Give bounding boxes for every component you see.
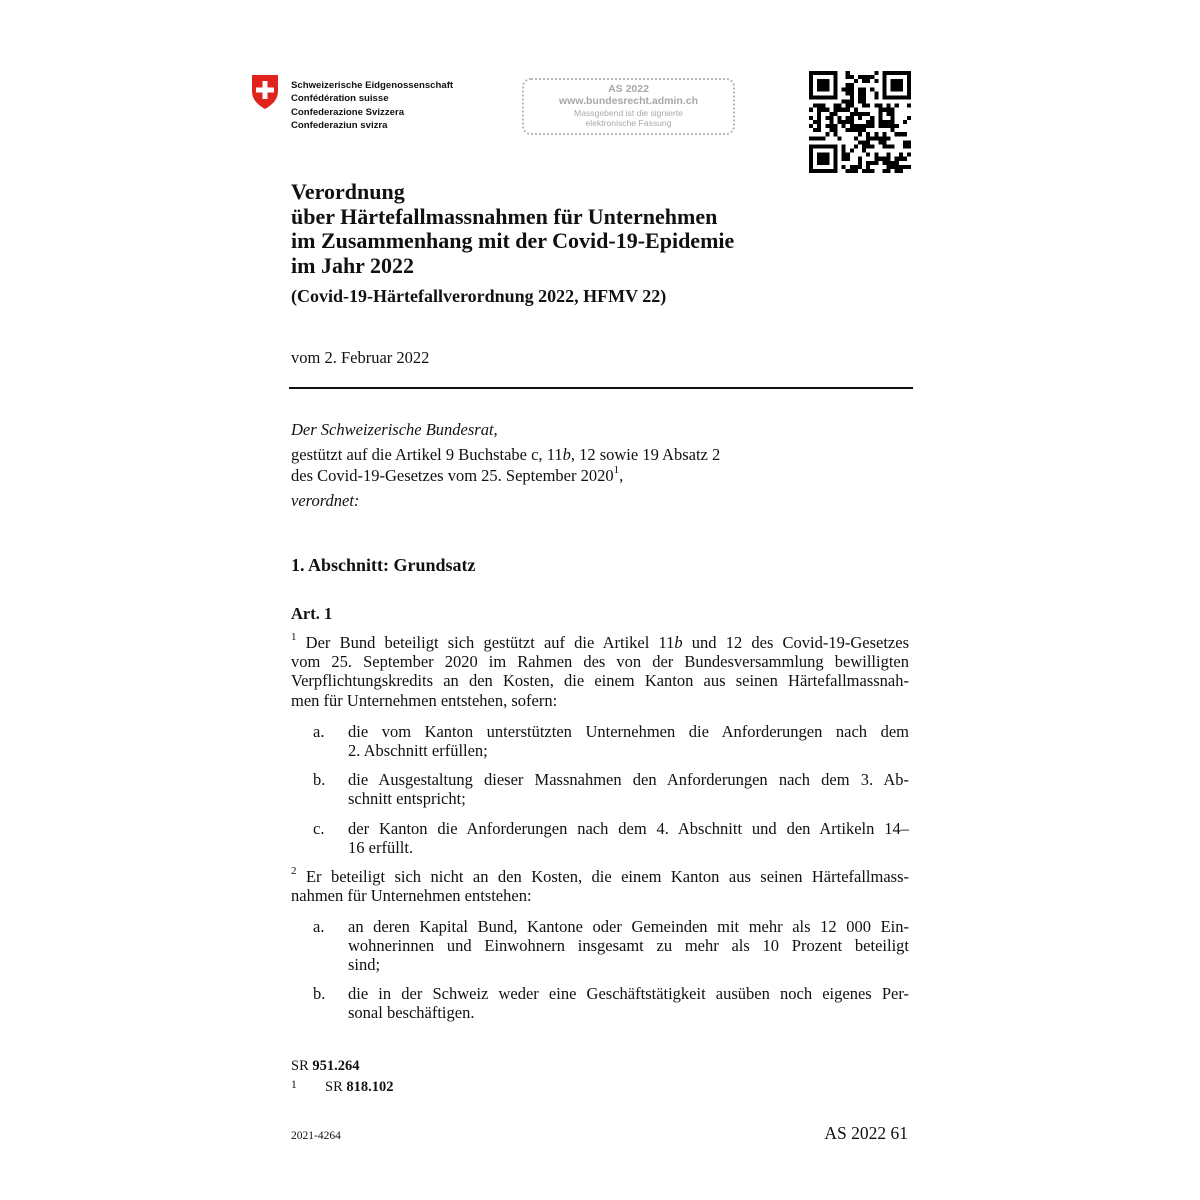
- qr-code-icon: [809, 71, 911, 173]
- stamp-url[interactable]: www.bundesrecht.admin.ch: [558, 95, 699, 107]
- preamble-basis-line1: gestützt auf die Artikel 9 Buchstabe c, 11b, 12 sowie 19 Absatz 2: [291, 445, 721, 464]
- title-divider: [289, 387, 913, 389]
- paragraph-line: vom 25. September 2020 im Rahmen des von der Bundesversammlung bewilligten: [291, 652, 909, 672]
- paragraph-line: men für Unternehmen entstehen, sofern:: [291, 690, 558, 710]
- official-compilation-ref: AS 2022 61: [824, 1123, 908, 1143]
- title-line: im Jahr 2022: [291, 252, 415, 278]
- article-heading: Art. 1: [291, 604, 333, 623]
- footnote-ref[interactable]: 1: [613, 464, 620, 476]
- federation-line-de: Schweizerische Eidgenossenschaft: [291, 80, 454, 91]
- paragraph-number: 1: [291, 631, 297, 643]
- enactment-date: vom 2. Februar 2022: [291, 348, 430, 367]
- preamble-authority: Der Schweizerische Bundesrat,: [291, 420, 498, 439]
- title-line: über Härtefallmassnahmen für Unternehmen: [291, 203, 718, 229]
- item-line: wohnerinnen und Einwohnern insgesamt zu mehr als 10 Prozent beteiligt: [348, 936, 909, 956]
- footnote-marker: 1: [291, 1079, 297, 1091]
- item-line: 2. Abschnitt erfüllen;: [348, 741, 488, 761]
- document-id: 2021-4264: [291, 1130, 341, 1142]
- paragraph-number: 2: [291, 865, 297, 877]
- footnote: $^1$ SR 818.102: [291, 1079, 394, 1095]
- federation-line-rm: Confederaziun svizra: [291, 119, 388, 131]
- document-title: [291, 180, 734, 278]
- list-marker: b.: [313, 770, 326, 789]
- list-marker: a.: [313, 917, 325, 936]
- paragraph-line: Verpflichtungskredits an den Kosten, die einem Kanton aus seinen Härtefallmassnah-: [291, 671, 909, 691]
- stamp-note-2: elektronische Fassung: [585, 118, 672, 128]
- swiss-crest-icon: [250, 74, 280, 110]
- list-marker: b.: [313, 984, 326, 1003]
- authenticity-stamp: [522, 78, 735, 135]
- paragraph-line: $^2$ Er beteiligt sich nicht an den Kosten, die einem Kanton aus seinen Härtefallmass-: [291, 865, 910, 886]
- list-marker: c.: [313, 819, 325, 838]
- sr-number: SR 951.264: [291, 1058, 360, 1074]
- federation-line-it: Confederazione Svizzera: [291, 106, 405, 118]
- item-line: die vom Kanton unterstützten Unternehmen die Anforderungen nach dem: [348, 722, 909, 741]
- paragraph-line: $^1$ Der Bund beteiligt sich gestützt auf die Artikel 11b und 12 des Covid-19-Gesetzes: [291, 631, 910, 652]
- item-line: sind;: [348, 955, 381, 975]
- federation-name: [291, 79, 453, 132]
- item-line: schnitt entspricht;: [348, 789, 466, 809]
- article-paragraph-1: [291, 633, 909, 710]
- section-heading: 1. Abschnitt: Grundsatz: [291, 555, 476, 575]
- title-line: Verordnung: [291, 179, 405, 204]
- list-marker: a.: [313, 722, 325, 741]
- item-line: die in der Schweiz weder eine Geschäftstätigkeit ausüben noch eigenes Per-: [348, 984, 909, 1003]
- item-line: 16 erfüllt.: [348, 838, 414, 858]
- item-line: an deren Kapital Bund, Kantone oder Gemeinden mit mehr als 12 000 Ein-: [348, 917, 909, 936]
- article-paragraph-2: [291, 867, 909, 905]
- stamp-as: AS 2022: [608, 83, 649, 95]
- title-line: im Zusammenhang mit der Covid-19-Epidemie: [291, 228, 735, 253]
- item-line: die Ausgestaltung dieser Massnahmen den Anforderungen nach dem 3. Ab-: [348, 770, 909, 789]
- item-line: sonal beschäftigen.: [348, 1003, 475, 1023]
- stamp-note-1: Massgebend ist die signierte: [574, 108, 683, 118]
- federation-line-fr: Confédération suisse: [291, 93, 389, 105]
- preamble-decree: verordnet:: [291, 491, 360, 510]
- preamble-basis-line2: des Covid-19-Gesetzes vom 25. September 2020$^1$,: [291, 464, 624, 485]
- short-title: (Covid-19-Härtefallverordnung 2022, HFMV 22): [291, 286, 667, 306]
- paragraph-line: nahmen für Unternehmen entstehen:: [291, 886, 532, 906]
- item-line: der Kanton die Anforderungen nach dem 4. Abschnitt und den Artikeln 14–: [348, 819, 909, 838]
